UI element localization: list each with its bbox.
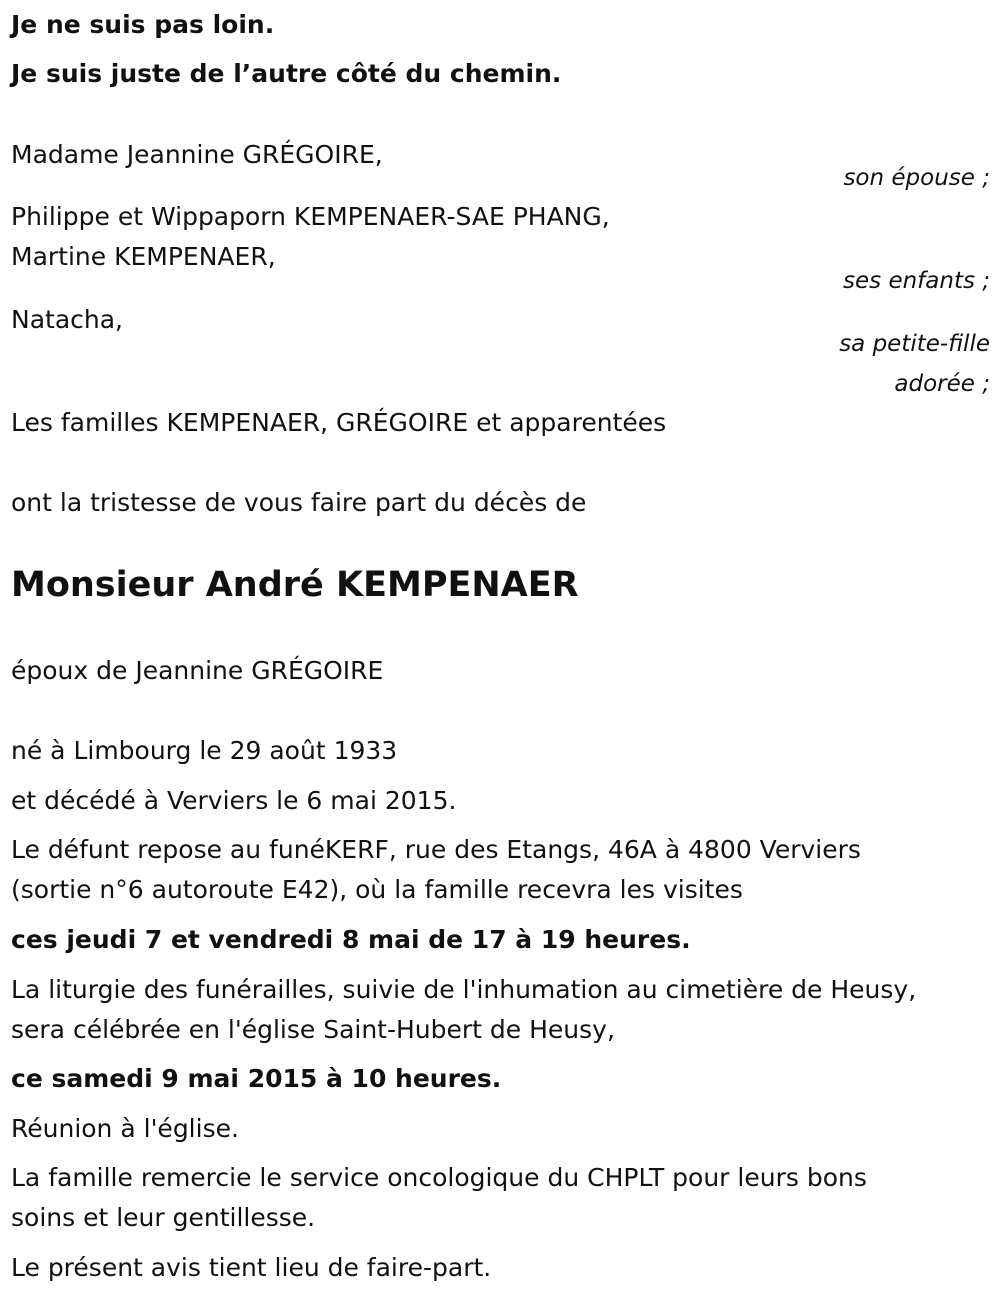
death-line: et décédé à Verviers le 6 mai 2015. — [11, 786, 457, 815]
funeral-line-1: La liturgie des funérailles, suivie de l'inhumation au cimetière de Heusy, — [11, 975, 917, 1004]
spouse-role: son épouse ; — [843, 165, 990, 191]
child-name-1: Philippe et Wippaporn KEMPENAER-SAE PHANG, — [11, 202, 610, 231]
grandchild-name: Natacha, — [11, 305, 123, 334]
grandchild-role-line-2: adorée ; — [894, 371, 990, 397]
visitation-line-1: Le défunt repose au funéKERF, rue des Etangs, 46A à 4800 Verviers — [11, 835, 861, 864]
funeral-line-2: sera célébrée en l'église Saint-Hubert de Heusy, — [11, 1015, 615, 1044]
epigraph-line-1: Je ne suis pas loin. — [11, 10, 275, 39]
spouse-name: Madame Jeannine GRÉGOIRE, — [11, 140, 383, 169]
spouse-of-line: époux de Jeannine GRÉGOIRE — [11, 656, 384, 685]
families-line: Les familles KEMPENAER, GRÉGOIRE et apparentées — [11, 408, 667, 437]
funeral-schedule: ce samedi 9 mai 2015 à 10 heures. — [11, 1064, 502, 1093]
deceased-name: Monsieur André KEMPENAER — [11, 565, 579, 605]
epigraph-line-2: Je suis juste de l’autre côté du chemin. — [11, 59, 562, 88]
birth-line: né à Limbourg le 29 août 1933 — [11, 736, 398, 765]
thanks-line-2: soins et leur gentillesse. — [11, 1203, 316, 1232]
announcement: ont la tristesse de vous faire part du décès de — [11, 488, 587, 517]
grandchild-role-line-1: sa petite-fille — [839, 331, 990, 357]
closing-line: Le présent avis tient lieu de faire-part. — [11, 1253, 492, 1282]
thanks-line-1: La famille remercie le service oncologique du CHPLT pour leurs bons — [11, 1163, 867, 1192]
children-role: ses enfants ; — [843, 268, 990, 294]
visitation-schedule: ces jeudi 7 et vendredi 8 mai de 17 à 19 heures. — [11, 925, 691, 954]
meeting-line: Réunion à l'église. — [11, 1114, 239, 1143]
visitation-line-2: (sortie n°6 autoroute E42), où la famille recevra les visites — [11, 875, 743, 904]
child-name-2: Martine KEMPENAER, — [11, 242, 276, 271]
